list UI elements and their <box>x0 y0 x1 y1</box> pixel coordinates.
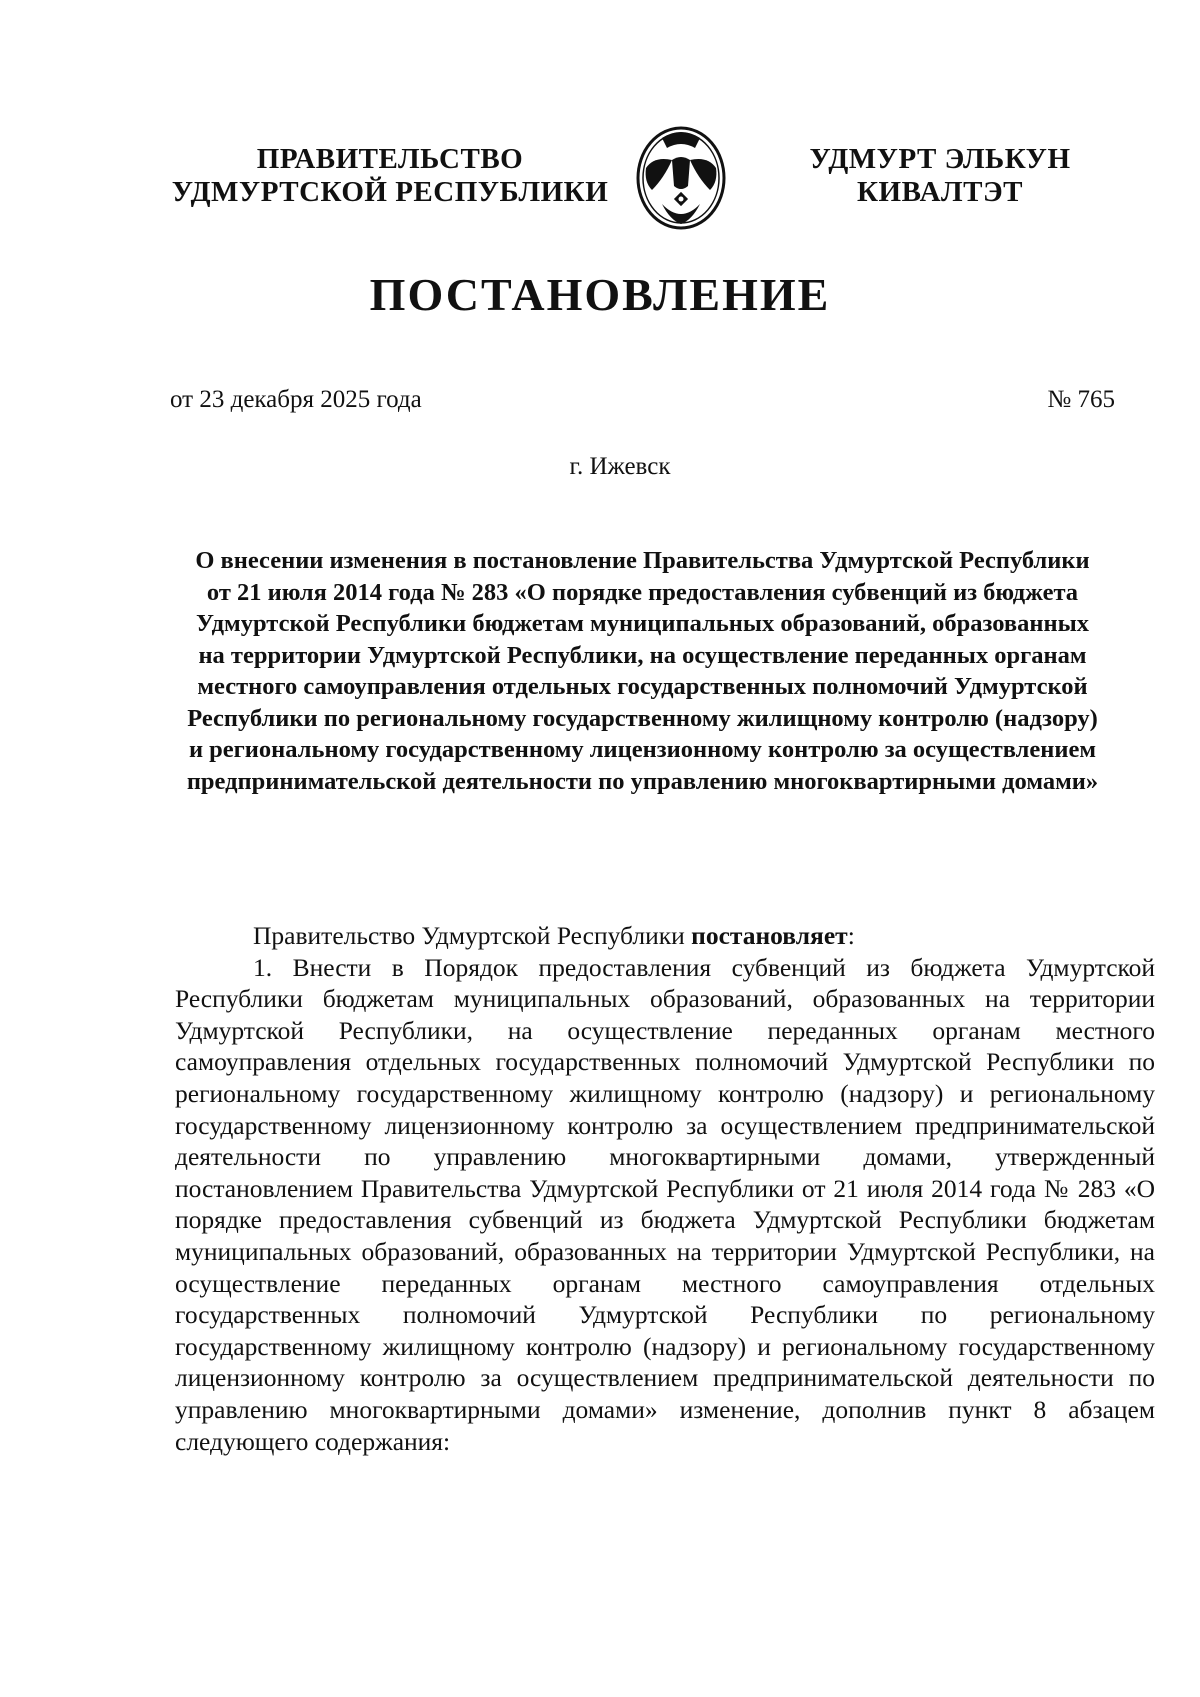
intro-paragraph <box>175 920 1155 952</box>
document-body <box>175 920 1155 1457</box>
government-name-russian-line2: УДМУРТСКОЙ РЕСПУБЛИКИ <box>171 176 609 208</box>
government-name-udmurt-line1: УДМУРТ ЭЛЬКУН <box>809 143 1071 175</box>
intro-colon: : <box>847 921 855 950</box>
document-type-heading: ПОСТАНОВЛЕНИЕ <box>369 269 831 320</box>
government-name-udmurt-line2: КИВАЛТЭТ <box>856 176 1023 208</box>
document-date: от 23 декабря 2025 года <box>170 386 422 413</box>
coat-of-arms-icon <box>632 120 730 234</box>
intro-decree-word: постановляет <box>691 921 848 950</box>
document-number: № 765 <box>1047 386 1115 413</box>
intro-text: Правительство Удмуртской Республики <box>253 921 692 950</box>
document-city: г. Ижевск <box>569 453 671 480</box>
government-name-russian-line1: ПРАВИТЕЛЬСТВО <box>256 143 524 175</box>
item-1-paragraph: 1. Внести в Порядок предоставления субвенций из бюджета Удмуртской Республики бюджетам муниципальных образований, образованных на территории Удмуртской Республики, на осуществление переданных органам местного самоуправления отдельных государственных полномочий Удмуртской Республики по региональному государственному жилищному контролю (надзору) и региональному государственному лицензионному контролю за осуществлением предпринимательской деятельности по управлению многоквартирными домами, утвержденный постановлением Правительства Удмуртской Республики от 21 июля 2014 года № 283 «О порядке предоставления субвенций из бюджета Удмуртской Республики бюджетам муниципальных образований, образованных на территории Удмуртской Республики, на осуществление переданных органам местного самоуправления отдельных государственных полномочий Удмуртской Республики по региональному государственному жилищному контролю (надзору) и региональному государственному лицензионному контролю за осуществлением предпринимательской деятельности по управлению многоквартирными домами» изменение, дополнив пункт 8 абзацем следующего содержания: <box>175 952 1155 1456</box>
government-name-russian <box>160 143 620 209</box>
government-name-udmurt <box>790 143 1090 209</box>
document-title: О внесении изменения в постановление Правительства Удмуртской Республики от 21 июля 2014 года № 283 «О порядке предоставления субвенций из бюджета Удмуртской Республики бюджетам муниципальных образований, образованных на территории Удмуртской Республики, на осуществление переданных органам местного самоуправления отдельных государственных полномочий Удмуртской Республики по региональному государственному жилищному контролю (надзору) и региональному государственному лицензионному контролю за осуществлением предпринимательской деятельности по управлению многоквартирными домами» <box>186 547 1099 795</box>
